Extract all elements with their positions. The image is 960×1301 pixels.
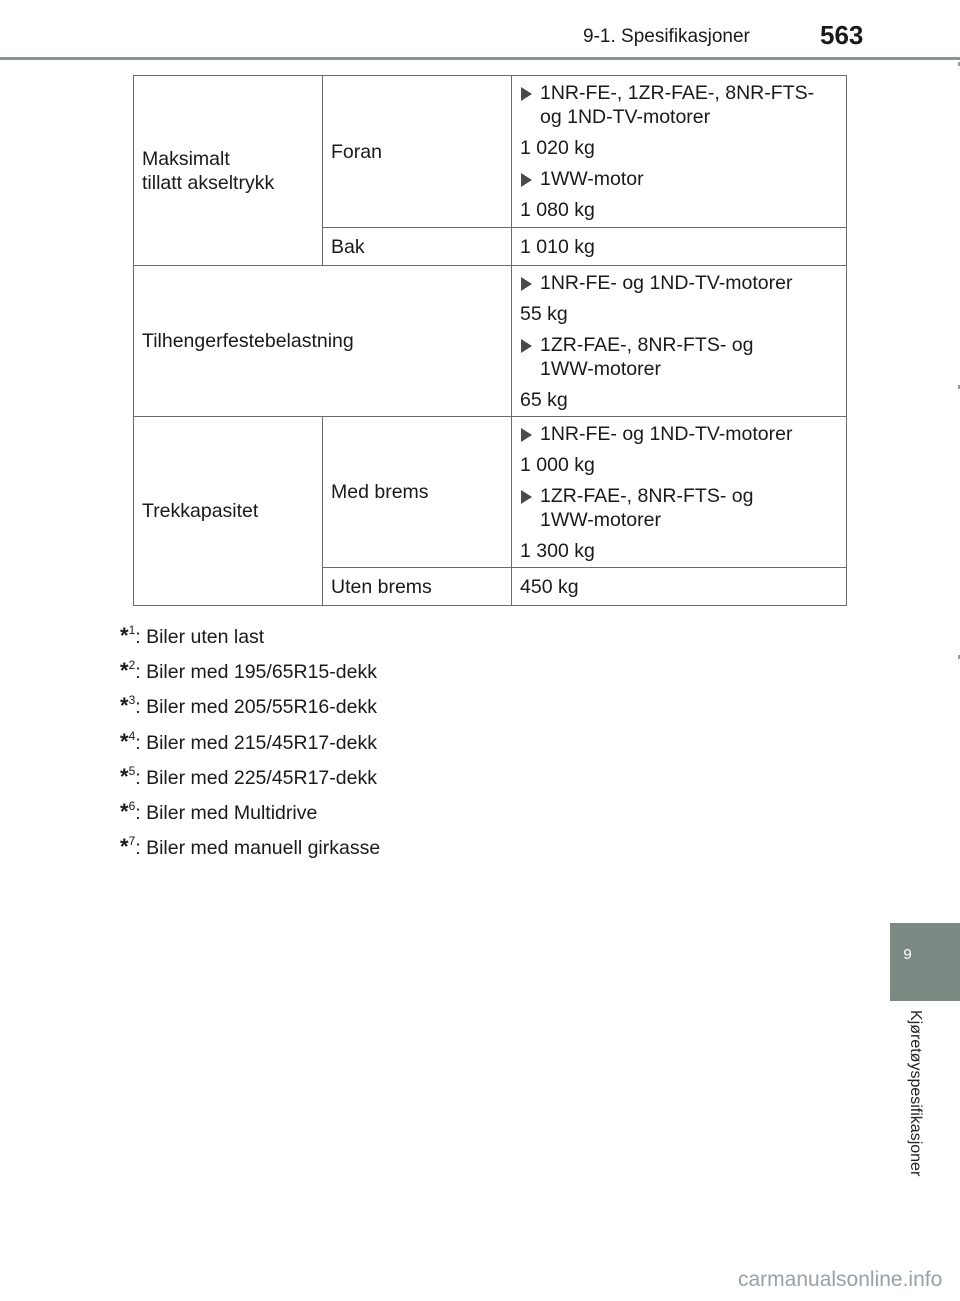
engine-entry: 1WW-motor (520, 167, 838, 191)
hitch-load-values (512, 266, 847, 417)
triangle-right-icon (521, 428, 532, 442)
front-label: Foran (323, 76, 512, 228)
table-row (134, 417, 847, 568)
engine-entry: 1NR-FE- og 1ND-TV-motorer (520, 271, 838, 295)
hitch-load-label: Tilhengerfestebelastning (134, 266, 512, 417)
footnote: *$^4$: Biler med 215/45R17-dekk (120, 728, 377, 754)
header-rule (0, 57, 960, 60)
weight-value: 1 000 kg (520, 453, 595, 476)
triangle-right-icon (521, 490, 532, 504)
weight-value: 1 020 kg (520, 137, 595, 159)
triangle-right-icon (521, 339, 532, 353)
footnote: *$^2$: Biler med 195/65R15-dekk (120, 658, 377, 684)
weight-value: 1 300 kg (520, 539, 595, 562)
unbraked-label: Uten brems (323, 568, 512, 606)
rear-value: 1 010 kg (512, 228, 847, 266)
unbraked-value: 450 kg (512, 568, 847, 606)
watermark: carmanualsonline.info (738, 1268, 943, 1291)
engine-entry: 1NR-FE- og 1ND-TV-motorer (520, 422, 838, 446)
engine-entry: 1ZR-FAE-, 8NR-FTS- og 1WW-motorer (520, 333, 838, 381)
max-axle-label: Maksimalt tillatt akseltrykk (134, 76, 323, 266)
footnotes (120, 615, 380, 861)
front-values (512, 76, 847, 228)
weight-value: 55 kg (520, 302, 568, 325)
weight-value: 65 kg (520, 388, 568, 411)
braked-label: Med brems (323, 417, 512, 568)
footnote: *$^1$: Biler uten last (120, 623, 265, 648)
footnote: *$^6$: Biler med Multidrive (120, 798, 318, 824)
chapter-label: Kjøretøyspesifikasjoner (907, 1010, 924, 1177)
table-row (134, 266, 847, 417)
rear-label: Bak (323, 228, 512, 266)
triangle-right-icon (521, 173, 532, 187)
footnote: *$^5$: Biler med 225/45R17-dekk (120, 763, 377, 789)
section-title: 9-1. Spesifikasjoner (583, 26, 750, 47)
page-number: 563 (820, 20, 864, 50)
footnote: *$^3$: Biler med 205/55R16-dekk (120, 693, 377, 719)
triangle-right-icon (521, 87, 532, 101)
engine-entry: 1NR-FE-, 1ZR-FAE-, 8NR-FTS- og 1ND-TV-motorer (520, 81, 838, 129)
weight-value: 1 080 kg (520, 199, 595, 221)
towing-label: Trekkapasitet (134, 417, 323, 606)
table-row (134, 76, 847, 228)
triangle-right-icon (521, 277, 532, 291)
engine-entry: 1ZR-FAE-, 8NR-FTS- og 1WW-motorer (520, 484, 838, 532)
spec-table (133, 75, 847, 606)
braked-values (512, 417, 847, 568)
chapter-number: 9 (903, 946, 912, 963)
footnote: *$^7$: Biler med manuell girkasse (120, 834, 381, 860)
